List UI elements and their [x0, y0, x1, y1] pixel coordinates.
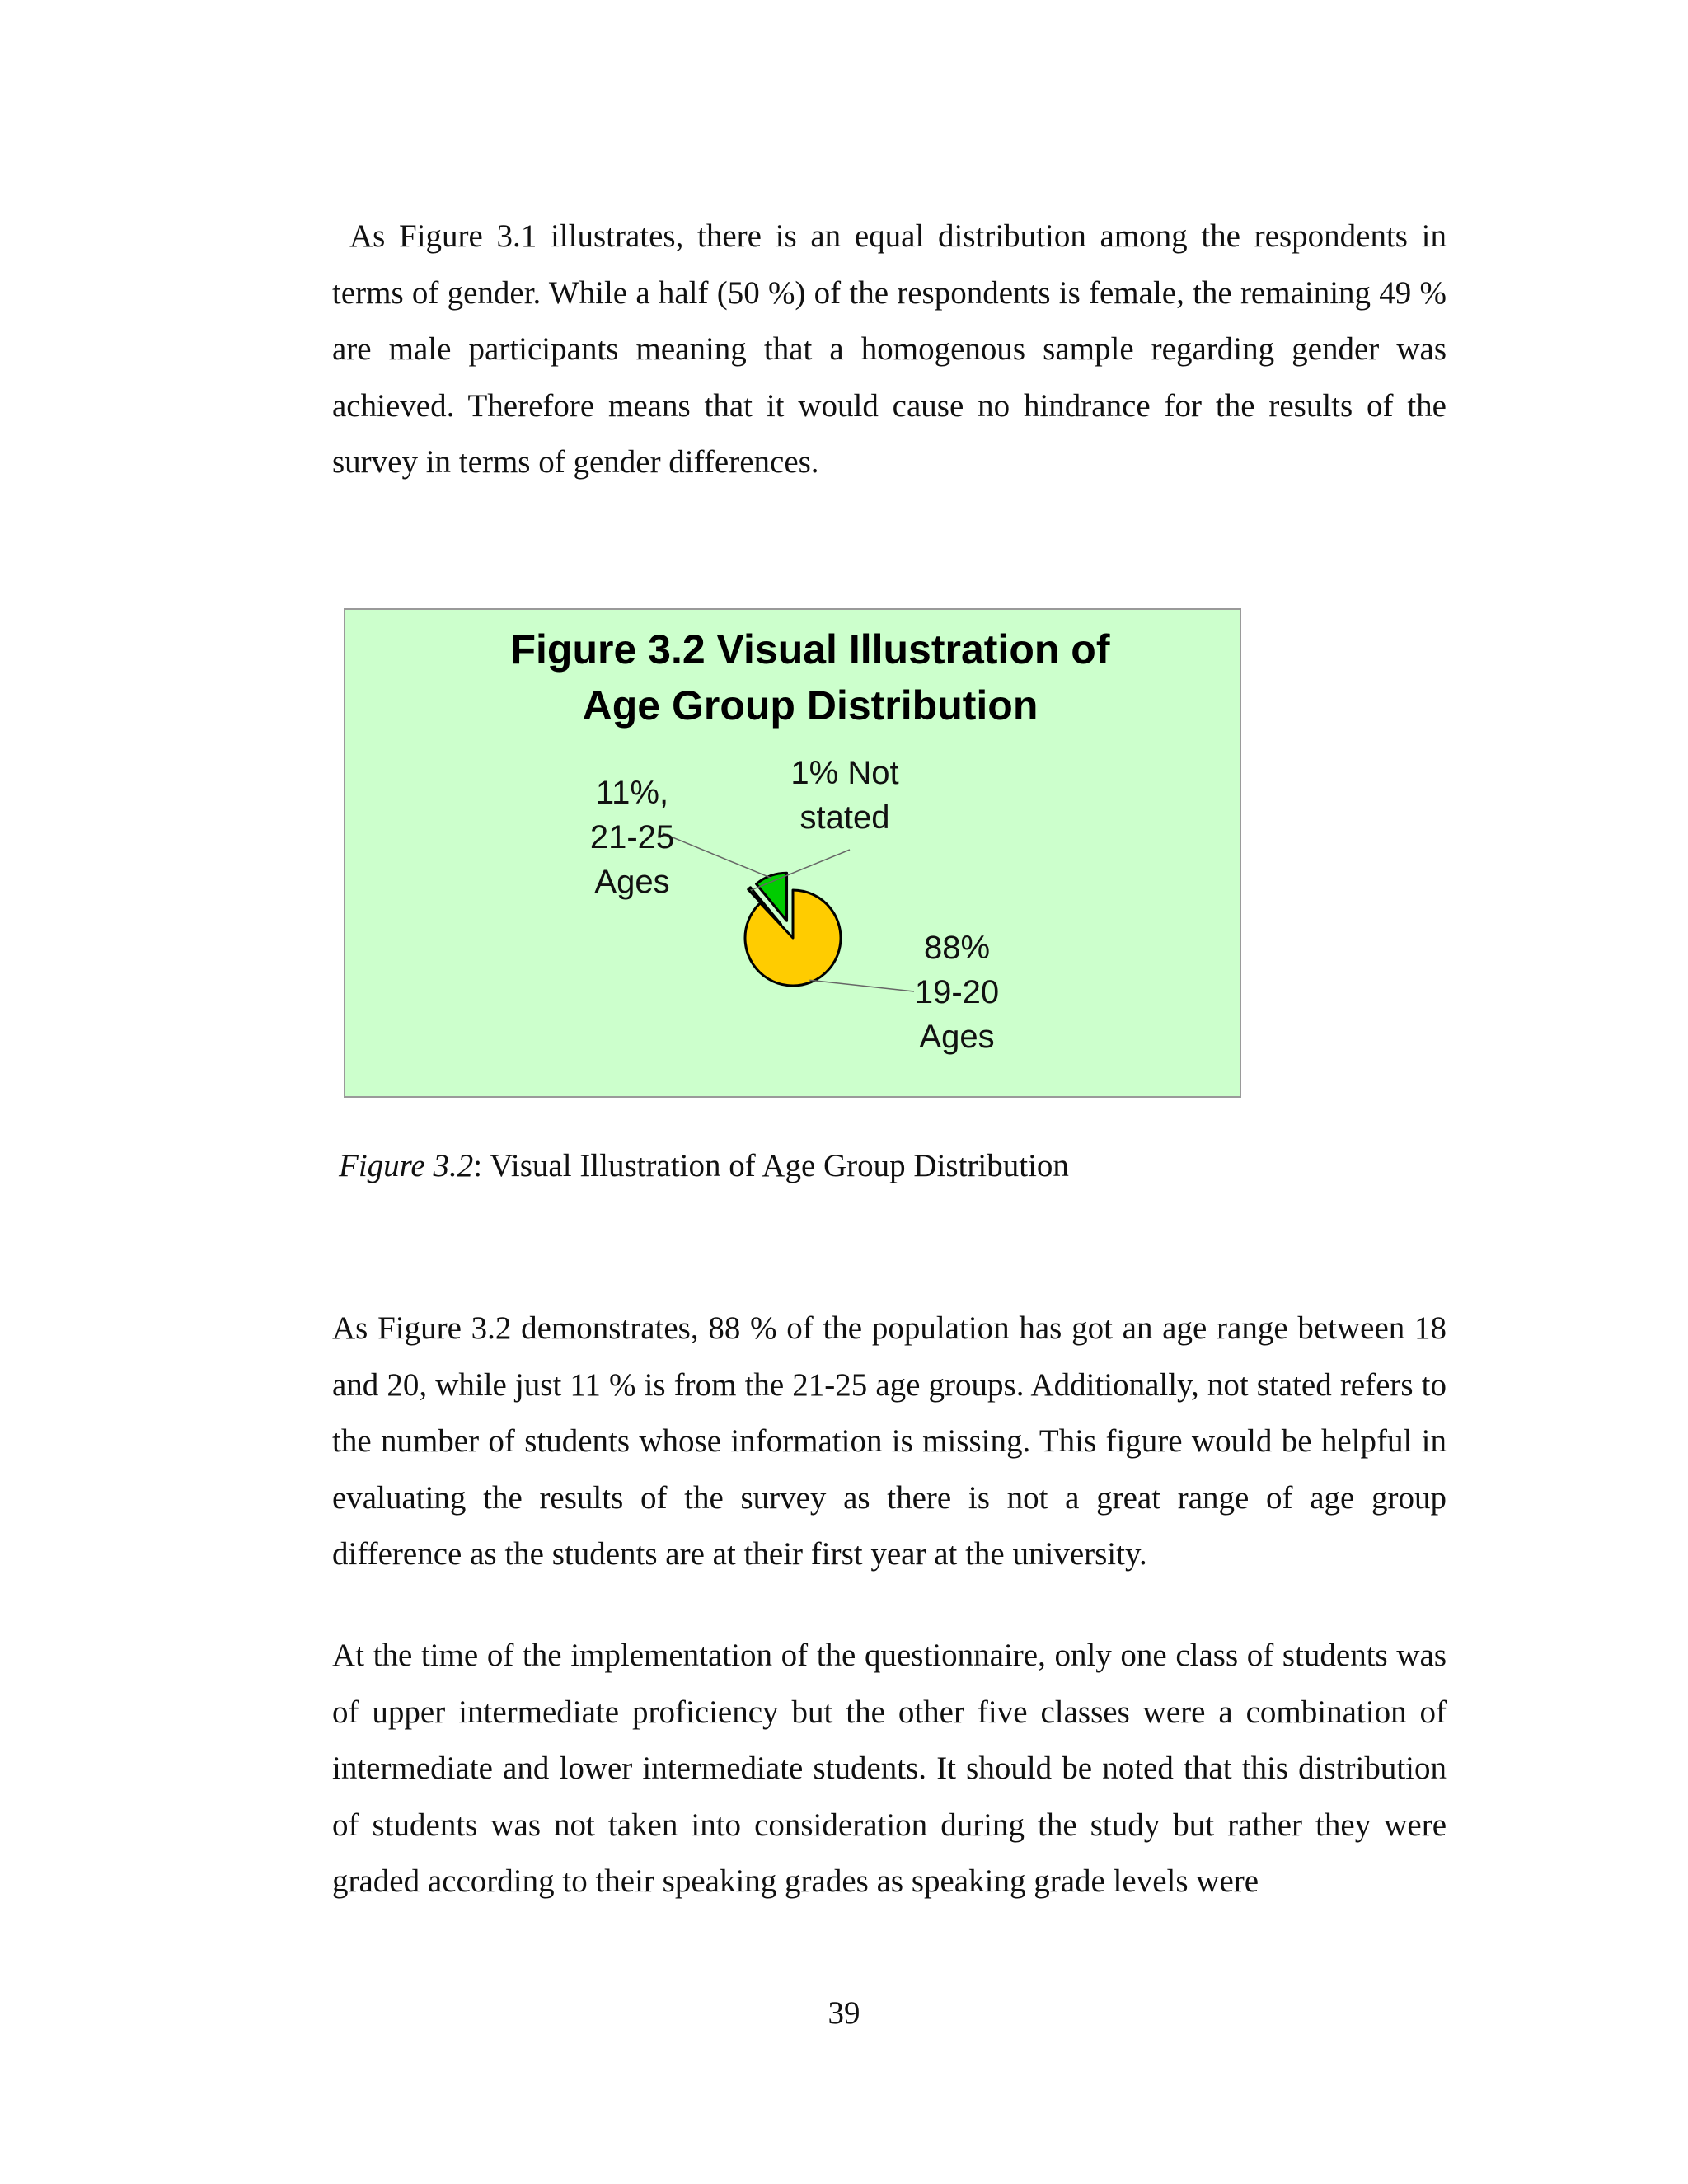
chart-title-line-1: Figure 3.2 Visual Illustration of — [510, 626, 1110, 673]
leader-line-21-25 — [663, 833, 771, 878]
pie-chart-canvas — [345, 610, 1243, 1099]
figure-caption-label: Figure 3.2 — [339, 1148, 474, 1183]
figure-caption-text: : Visual Illustration of Age Group Distribution — [473, 1148, 1069, 1183]
slice-label-21-25-line-3: Ages — [594, 864, 670, 900]
paragraph-proficiency: At the time of the implementation of the questionnaire, only one class of students was of upper intermediate proficiency but the other five classes were a combination of intermediate and lower intermediate students. It should be noted that this distribution of students was not taken into consideration during the study but rather they were graded according to their speaking grades as speaking grade levels were — [332, 1638, 1447, 1899]
paragraph-age-distribution: As Figure 3.2 demonstrates, 88 % of the population has got an age range between 18 and 20, while just 11 % is from the 21-25 age groups. Additionally, not stated refers to the number of students whose information is missing. This figure would be helpful in evaluating the results of the survey as there is not a great range of age group difference as the students are at their first year at the university. — [332, 1310, 1447, 1572]
leader-line-19-20 — [809, 980, 914, 991]
page-number: 39 — [828, 1995, 860, 2031]
figure-caption — [339, 1147, 1069, 1184]
slice-label-19-20-line-3: Ages — [919, 1019, 995, 1055]
chart-title-line-2: Age Group Distribution — [582, 682, 1039, 729]
slice-label-21-25-line-1: 11%, — [595, 775, 669, 811]
slice-label-not-stated-line-2: stated — [799, 799, 890, 836]
pie-slices — [745, 873, 841, 986]
paragraph-gender: As Figure 3.1 illustrates, there is an equal distribution among the respondents in terms of gender. While a half (50 %) of the respondents is female, the remaining 49 % are male participants meaning that a homogenous sample regarding gender was achieved. Therefore means that it would cause no hindrance for the results of the survey in terms of gender differences. — [332, 218, 1447, 480]
slice-label-19-20-line-1: 88% — [923, 930, 991, 966]
slice-label-19-20-line-2: 19-20 — [914, 974, 1000, 1010]
slice-19-20-ages — [745, 890, 841, 986]
age-pie-chart — [344, 608, 1241, 1098]
slice-label-not-stated-line-1: 1% Not — [790, 755, 899, 791]
slice-label-21-25-line-2: 21-25 — [589, 819, 675, 855]
leader-line-not-stated — [751, 850, 850, 890]
